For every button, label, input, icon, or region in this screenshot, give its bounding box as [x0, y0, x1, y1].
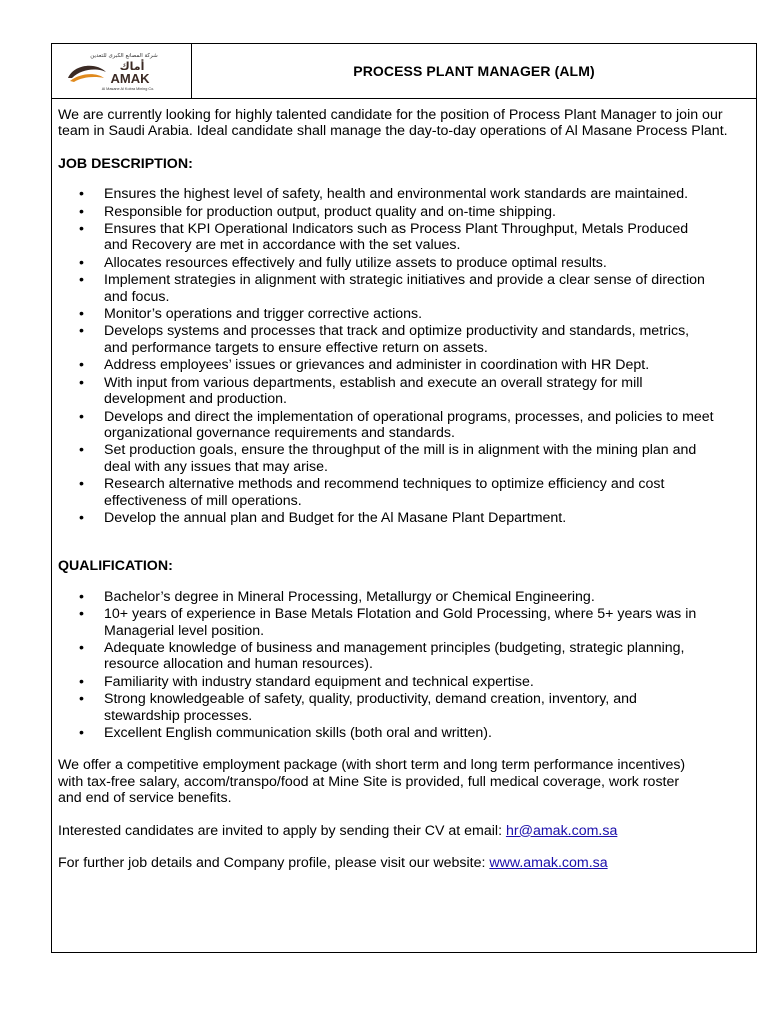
list-item: • 10+ years of experience in Base Metals Flotation and Gold Processing, where 5+ years was in Managerial level position.	[58, 606, 714, 639]
logo-cell	[52, 44, 192, 98]
offer-paragraph: We offer a competitive employment package (with short term and long term performance incentives) with tax-free salary, accom/transpo/food at Mine Site is provided, full medical coverage, work roster and end of service benefits.	[58, 757, 686, 807]
website-link[interactable]: www.amak.com.sa	[489, 855, 608, 872]
list-item: • Ensures that KPI Operational Indicators such as Process Plant Throughput, Metals Produced and Recovery are met in accordance with the set values.	[58, 221, 714, 254]
qualification-list	[58, 589, 756, 742]
document-header	[52, 44, 756, 99]
list-item: • Adequate knowledge of business and management principles (budgeting, strategic planning, resource allocation and human resources).	[58, 640, 714, 673]
apply-paragraph	[58, 823, 756, 839]
list-item: • Ensures the highest level of safety, health and environmental work standards are maintained.	[58, 186, 714, 202]
website-text: For further job details and Company profile, please visit our website:	[58, 855, 490, 872]
logo-arabic-company-name: شركة المصانع الكبرى للتعدين	[89, 53, 158, 59]
intro-paragraph: We are currently looking for highly talented candidate for the position of Process Plant Manager to join our team in Saudi Arabia. Ideal candidate shall manage the day-to-day operations of Al Masane Process Plant.	[58, 107, 728, 140]
job-posting-document	[51, 43, 757, 953]
job-description-list	[58, 186, 756, 526]
list-item: • Responsible for production output, product quality and on-time shipping.	[58, 204, 714, 220]
list-item: • Familiarity with industry standard equipment and technical expertise.	[58, 674, 714, 690]
qualification-heading: QUALIFICATION:	[58, 558, 173, 575]
list-item: • Develop the annual plan and Budget for the Al Masane Plant Department.	[58, 510, 714, 526]
list-item: • Excellent English communication skills (both oral and written).	[58, 725, 714, 741]
website-paragraph	[58, 855, 756, 871]
list-item: • Address employees’ issues or grievances and administer in coordination with HR Dept.	[58, 357, 714, 373]
amak-logo	[62, 48, 182, 94]
list-item: • Allocates resources effectively and fully utilize assets to produce optimal results.	[58, 255, 714, 271]
logo-arabic-name: أماك	[119, 60, 144, 73]
job-description-heading: JOB DESCRIPTION:	[58, 155, 193, 172]
list-item: • Monitor’s operations and trigger corrective actions.	[58, 306, 714, 322]
apply-text: Interested candidates are invited to apply by sending their CV at email:	[58, 822, 506, 839]
page-title: PROCESS PLANT MANAGER (ALM)	[353, 63, 595, 79]
email-link[interactable]: hr@amak.com.sa	[505, 822, 618, 839]
logo-subtitle: Al Masane Al Kobra Mining Co.	[101, 87, 154, 91]
logo-name: AMAK	[110, 71, 149, 86]
list-item: • Strong knowledgeable of safety, quality, productivity, demand creation, inventory, and stewardship processes.	[58, 691, 714, 724]
list-item: • Set production goals, ensure the throughput of the mill is in alignment with the mining plan and deal with any issues that may arise.	[58, 442, 714, 475]
list-item: • Bachelor’s degree in Mineral Processing, Metallurgy or Chemical Engineering.	[58, 589, 714, 605]
document-body	[52, 99, 756, 871]
list-item: • Implement strategies in alignment with strategic initiatives and provide a clear sense of direction and focus.	[58, 272, 714, 305]
list-item: • Develops systems and processes that track and optimize productivity and standards, metrics, and performance targets to ensure effective return on assets.	[58, 323, 714, 356]
list-item: • With input from various departments, establish and execute an overall strategy for mill development and production.	[58, 375, 714, 408]
list-item: • Research alternative methods and recommend techniques to optimize efficiency and cost effectiveness of mill operations.	[58, 476, 714, 509]
list-item: • Develops and direct the implementation of operational programs, processes, and policies to meet organizational governance requirements and standards.	[58, 409, 714, 442]
